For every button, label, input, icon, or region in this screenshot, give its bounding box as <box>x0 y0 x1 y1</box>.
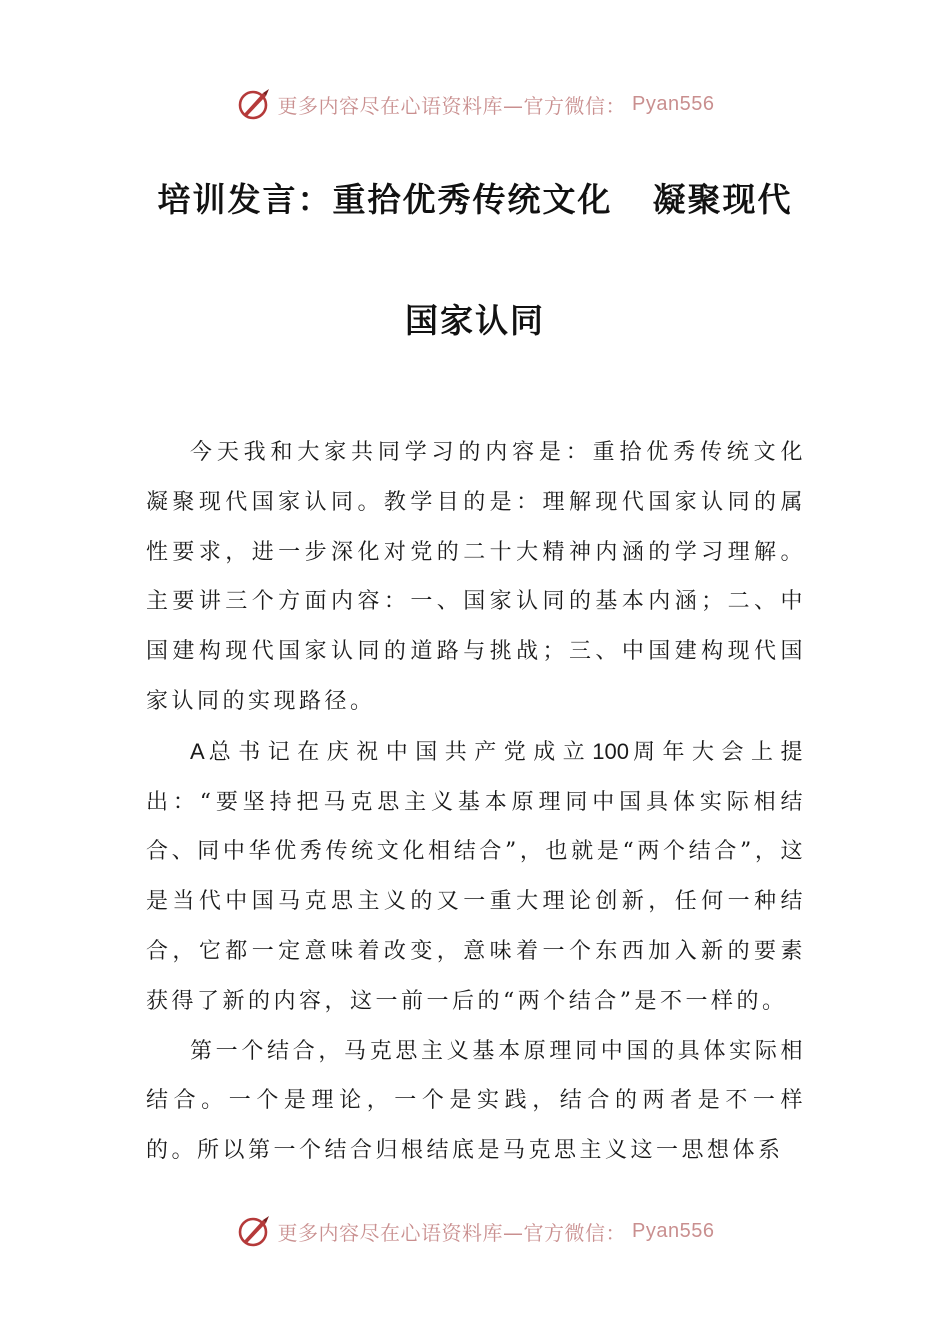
footer-watermark-banner <box>0 1211 950 1251</box>
banner-wechat-id: Pyan556 <box>632 92 715 115</box>
paragraph-2-text-a: 总书记在庆祝中国共产党成立 <box>204 739 593 765</box>
paragraph-3: 第一个结合，马克思主义基本原理同中国的具体实际相结合。一个是理论，一个是实践，结合的两者是不一样的。所以第一个结合归根结底是马克思主义这一思想体系 <box>146 1038 806 1164</box>
title-part-1: 培训发言：重拾优秀传统文化 <box>157 180 613 219</box>
document-title-line-2: 国家认同 <box>405 301 545 340</box>
paragraph-2 <box>146 727 806 1027</box>
banner-text: 更多内容尽在心语资料库—官方微信： <box>277 93 627 118</box>
document-body <box>146 428 806 1176</box>
paragraph-1: 今天我和大家共同学习的内容是：重拾优秀传统文化 凝聚现代国家认同。教学目的是：理解现代国家认同的属性要求，进一步深化对党的二十大精神内涵的学习理解。主要讲三个方面内容：一、国家认同的基本内涵；二、中国建构现代国家认同的道路与挑战；三、中国建构现代国家认同的实现路径。 <box>146 440 806 714</box>
paragraph-2-number: 100 <box>592 738 629 764</box>
quill-logo-icon <box>236 1213 272 1249</box>
paragraph-2-text-b: 周年大会上提出：“要坚持把马克思主义基本原理同中国具体实际相结合、同中华优秀传统文化相结合”，也就是“两个结合”，这是当代中国马克思主义的又一重大理论创新，任何一种结合，它都一定意味着改变，意味着一个东西加入新的要素获得了新的内容，这一前一后的“两个结合”是不一样的。 <box>146 739 806 1014</box>
banner-wechat-id: Pyan556 <box>632 1219 715 1242</box>
paragraph-2-initial: A <box>190 738 205 764</box>
header-watermark-banner <box>0 84 950 124</box>
quill-logo-icon <box>236 86 272 122</box>
title-part-2: 凝聚现代 <box>652 180 793 219</box>
document-title-line-1 <box>0 174 950 221</box>
banner-text: 更多内容尽在心语资料库—官方微信： <box>277 1220 627 1245</box>
